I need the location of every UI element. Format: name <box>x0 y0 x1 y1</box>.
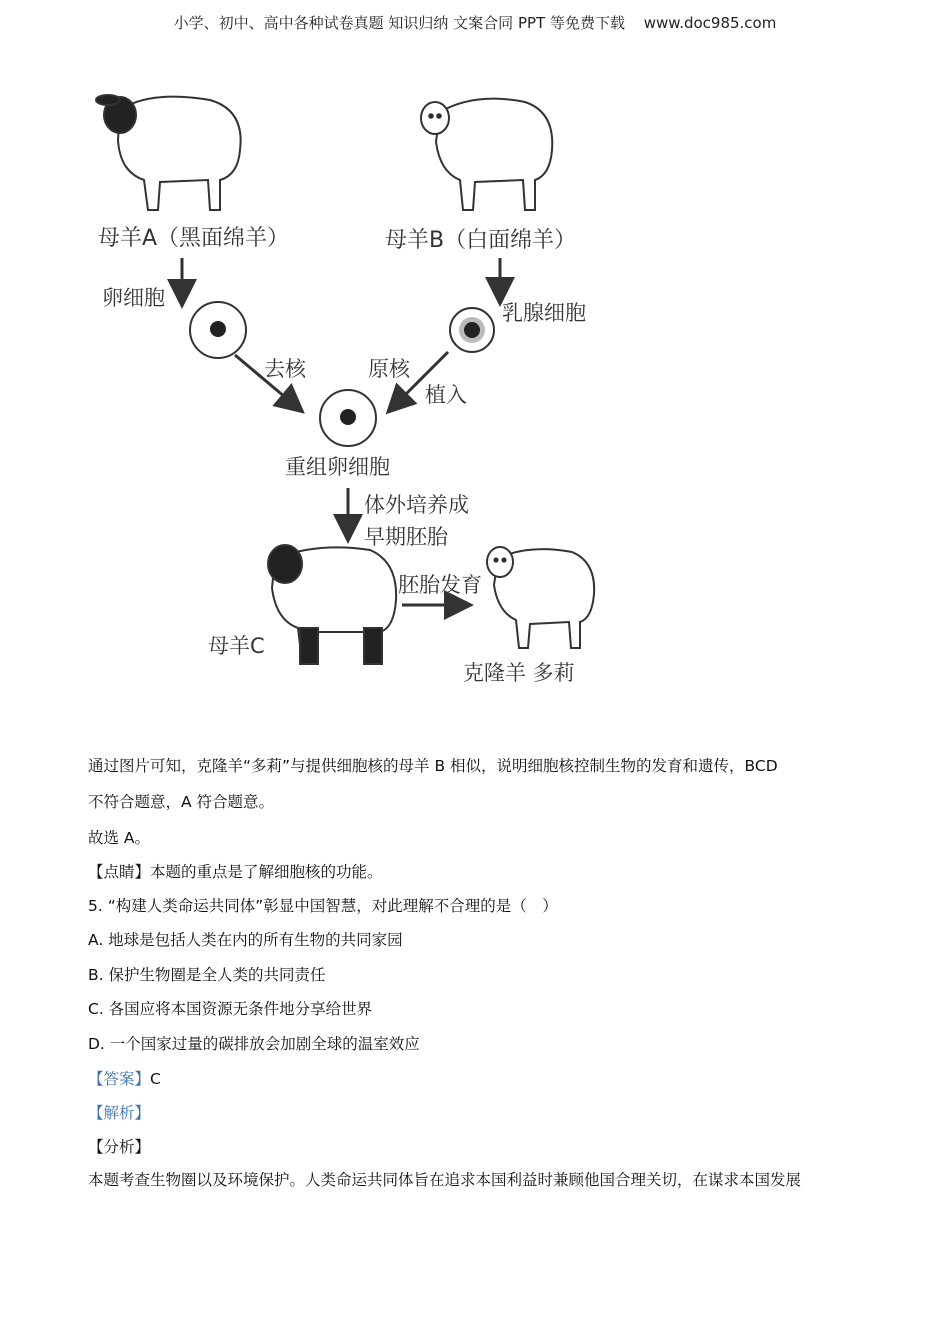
choose-answer: 故选 A。 <box>88 829 151 847</box>
header-url[interactable]: www.doc985.com <box>643 14 777 32</box>
ewe-c-label: 母羊C <box>208 634 265 658</box>
answer-value: C <box>150 1070 161 1088</box>
original-nucleus-label: 原核 <box>368 357 410 381</box>
option-a: A. 地球是包括人类在内的所有生物的共同家园 <box>88 931 403 949</box>
sheep-c-icon <box>268 545 396 664</box>
question-5: 5. “构建人类命运共同体”彰显中国智慧，对此理解不合理的是（ ） <box>88 897 558 915</box>
dolly-label: 克隆羊 多莉 <box>463 661 575 685</box>
enucleate-label: 去核 <box>264 357 306 381</box>
sheep-b-icon <box>421 99 552 210</box>
fenxi-tag: 【分析】 <box>88 1138 151 1156</box>
answer-line <box>88 1069 878 1089</box>
analysis-tag: 【解析】 <box>88 1104 151 1122</box>
mammary-cell-label: 乳腺细胞 <box>502 301 586 325</box>
mammary-cell-icon <box>450 308 494 352</box>
culture-label-1: 体外培养成 <box>364 493 469 517</box>
explanation-line-1: 通过图片可知，克隆羊“多莉”与提供细胞核的母羊 B 相似，说明细胞核控制生物的发育和遗传，BCD <box>88 757 778 775</box>
header-text: 小学、初中、高中各种试卷真题 知识归纳 文案合同 PPT 等免费下载 <box>173 14 625 32</box>
option-b: B. 保护生物圈是全人类的共同责任 <box>88 966 326 984</box>
dolly-sheep-icon <box>487 547 594 648</box>
embryo-dev-label: 胚胎发育 <box>398 573 482 597</box>
option-d: D. 一个国家过量的碳排放会加剧全球的温室效应 <box>88 1035 420 1053</box>
recombined-egg-label: 重组卵细胞 <box>285 455 390 479</box>
recombined-egg-icon <box>320 390 376 446</box>
analysis-paragraph: 本题考查生物圈以及环境保护。人类命运共同体旨在追求本国利益时兼顾他国合理关切，在谋求本国发展 <box>88 1171 802 1189</box>
option-c: C. 各国应将本国资源无条件地分享给世界 <box>88 1000 373 1018</box>
point-note: 【点睛】本题的重点是了解细胞核的功能。 <box>88 863 383 881</box>
ewe-a-label: 母羊A（黑面绵羊） <box>98 226 290 251</box>
implant-label: 植入 <box>425 383 467 407</box>
explanation-line-2: 不符合题意，A 符合题意。 <box>88 793 275 811</box>
answer-tag: 【答案】 <box>88 1070 151 1088</box>
cloning-diagram <box>80 80 640 700</box>
egg-cell-label: 卵细胞 <box>102 286 165 310</box>
culture-label-2: 早期胚胎 <box>364 525 448 549</box>
page-header <box>0 12 950 33</box>
ewe-b-label: 母羊B（白面绵羊） <box>385 228 577 253</box>
cloning-diagram-svg <box>80 80 640 700</box>
sheep-a-icon <box>96 95 241 210</box>
egg-cell-icon <box>190 302 246 358</box>
